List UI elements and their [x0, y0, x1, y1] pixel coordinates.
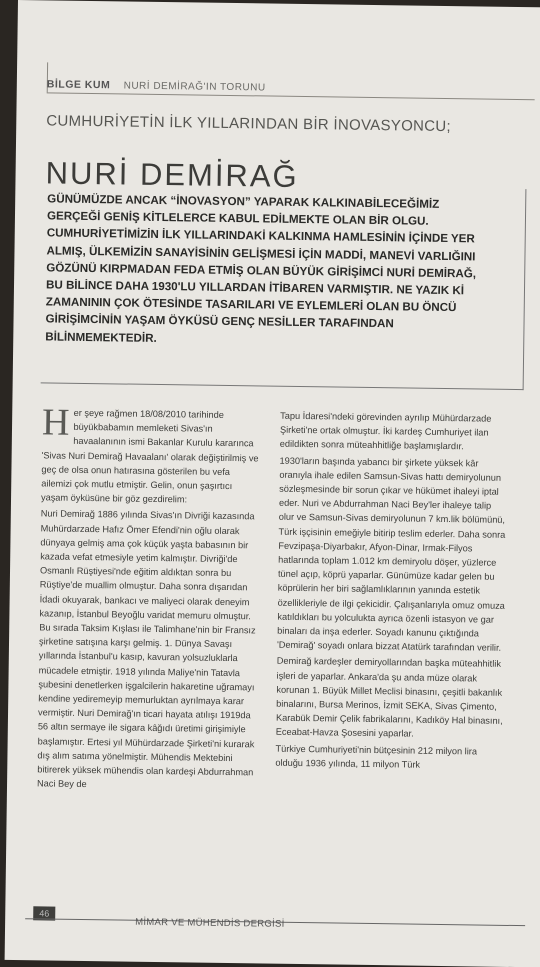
left-column [36, 401, 262, 796]
paragraph [40, 401, 262, 507]
article-lead: GÜNÜMÜZDE ANCAK “İNOVASYON” YAPARAK KALKINABİLECEĞİMİZ GERÇEĞİ GENİŞ KİTLELERCE KABUL EDİLMEKTE OLAN BİR OLGU. CUMHURİYETİMİZİN İLK YILLARINDAKİ KALKINMA HAMLESİNİN İÇİNDE YER ALMIŞ, ÜLKEMİZİN SANAYİSİNİN GELİŞMESİ İÇİN MADDİ, MANEVİ VARLIĞINI GÖZÜNÜ KIRPMADAN FEDA ETMİŞ OLAN BÜYÜK GİRİŞİMCİ NURİ DEMİRAĞ, BU BİLİNCE DAHA 1930'LU YILLARDAN İTİBAREN VARMIŞTIR. NE YAZIK Kİ ZAMANININ ÇOK ÖTESİNDE TASARILARI VE EYLEMLERİ OLAN BU ÖNCÜ GİRİŞİMCİNİN YAŞAM ÖYKÜSÜ GENÇ NESİLLER TARAFINDAN BİLİNMEMEKTEDİR. [45, 192, 477, 345]
paragraph-text: er şeye rağmen 18/08/2010 tarihinde büyükbabamın memleketi Sivas'ın havaalanının ismi Bakanlar Kurulu kararınca 'Sivas Nuri Demirağ Havaalanı' olarak değiştirilmiş ve geç de olsa onun hatırasına gösterilen bu vefa ailemizi çok mutlu etmiştir. Gelin, onun şaşırtıcı yaşam öyküsüne bir göz gezdirelim: [40, 407, 259, 505]
drop-cap: H [41, 401, 70, 444]
paragraph: 1930'ların başında yabancı bir şirkete yüksek kâr oranıyla ihale edilen Samsun-Sivas hattı demiryolunun sözleşmesinde bir sorun çıkar ve hükümet ihaleyi iptal eder. Nuri ve Abdurrahman Naci Bey'ler ihaleye talip olur ve Samsun-Sivas demiryolunun 7 km.lik bölümünü, Türk işçisinin emeğiyle bitirip teslim ederler. Daha sonra Fevzipaşa-Diyarbakır, Afyon-Dinar, Irmak-Filyos hatlarında toplam 1.012 km demiryolu döşer, yüzlerce tünel açıp, köprü yaparlar. Günümüze kadar gelen bu köprülerin her biri sağlamlıklarının yanında estetik özellikleriyle de ilgi çekicidir. Çalışanlarıyla omuz omuza katıldıkları bu yolculukta ayrıca özenli istasyon ve gar binaları da inşa ederler. Soyadı kanunu çıktığında 'Demirağ' soyadı onlara bizzat Atatürk tarafından verilir. [276, 455, 506, 654]
page-number: 46 [33, 906, 55, 920]
paragraph: Demirağ kardeşler demiryollarından başka müteahhitlik işleri de yaparlar. Ankara'da şu anda müze olarak korunan 1. Büyük Millet Meclisi binasını, çeşitli bakanlık binalarını, Bursa Merinos, İzmit SEKA, Sivas Çimento, Karabük Demir Çelik fabrikalarını, Kadıköy Hal binasını, Eceabat-Havza Şosesini yaparlar. [275, 656, 503, 740]
article-title: NURİ DEMİRAĞ [45, 155, 299, 194]
author-line [47, 78, 266, 93]
paragraph: Türkiye Cumhuriyeti'nin bütçesinin 212 milyon lira olduğu 1936 yılında, 11 milyon Türk [275, 743, 478, 770]
header-rule [47, 92, 535, 100]
author-name: BİLGE KUM [46, 78, 111, 92]
magazine-name: MİMAR VE MÜHENDİS DERGİSİ [135, 916, 285, 930]
article-kicker: CUMHURİYETİN İLK YILLARINDAN BİR İNOVASYONCU; [46, 112, 452, 136]
paragraph: Tapu İdaresi'ndeki görevinden ayrılıp Mühürdarzade Şirketi'ne ortak olmuştur. İki kardeş Cumhuriyet ilan edildikten sonra müteahhitliğe başlamışlardır. [279, 410, 492, 452]
paragraph: Nuri Demirağ 1886 yılında Sivas'ın Divriği kazasında Muhürdarzade Hafız Ömer Efendi'nin oğlu olarak dünyaya gelmiş ama çok küçük yaşta babasının bir kazada vefat etmesiyle yetim kalmıştır. Divriği'de Osmanlı Rüştiyesi'nde eğitim aldıktan sonra bu Rüştiye'de muallim olmuştur. Daha sonra dışarıdan İdadi okuyarak, bankacı ve maliyeci olarak deneyim kazanıp, İstanbul Beyoğlu varidat memuru olmuştur. Bu sırada Taksim Kışlası ile Talimhane'nin bir Fransız şirketine satışına karşı gelmiş. 1. Dünya Savaşı yıllarında İstanbul'u kasıp, kavuran yolsuzluklarla mücadele etmiştir. 1918 yılında Maliye'nin Tatavla şubesini denetlerken işgalcilerin hakaretine uğramayı kendine yediremeyip memurluktan ayrılmaya karar vermiştir. Nuri Demirağ'ın ticari hayata atılışı 1919da 56 altın sermaye ile sigara kâğıdı üretimi girişimiyle başlamıştır. Ertesi yıl Mühürdarzade Şirketi'ni kurarak dış alım satıma yönelmiştir. Mühendis Mektebini bitirerek yüksek mühendis olan kardeşi Abdurrahman Naci Bey de [36, 508, 256, 790]
author-role: NURİ DEMİRAĞ'IN TORUNU [123, 80, 266, 94]
magazine-page [5, 0, 540, 967]
right-column [275, 409, 510, 775]
